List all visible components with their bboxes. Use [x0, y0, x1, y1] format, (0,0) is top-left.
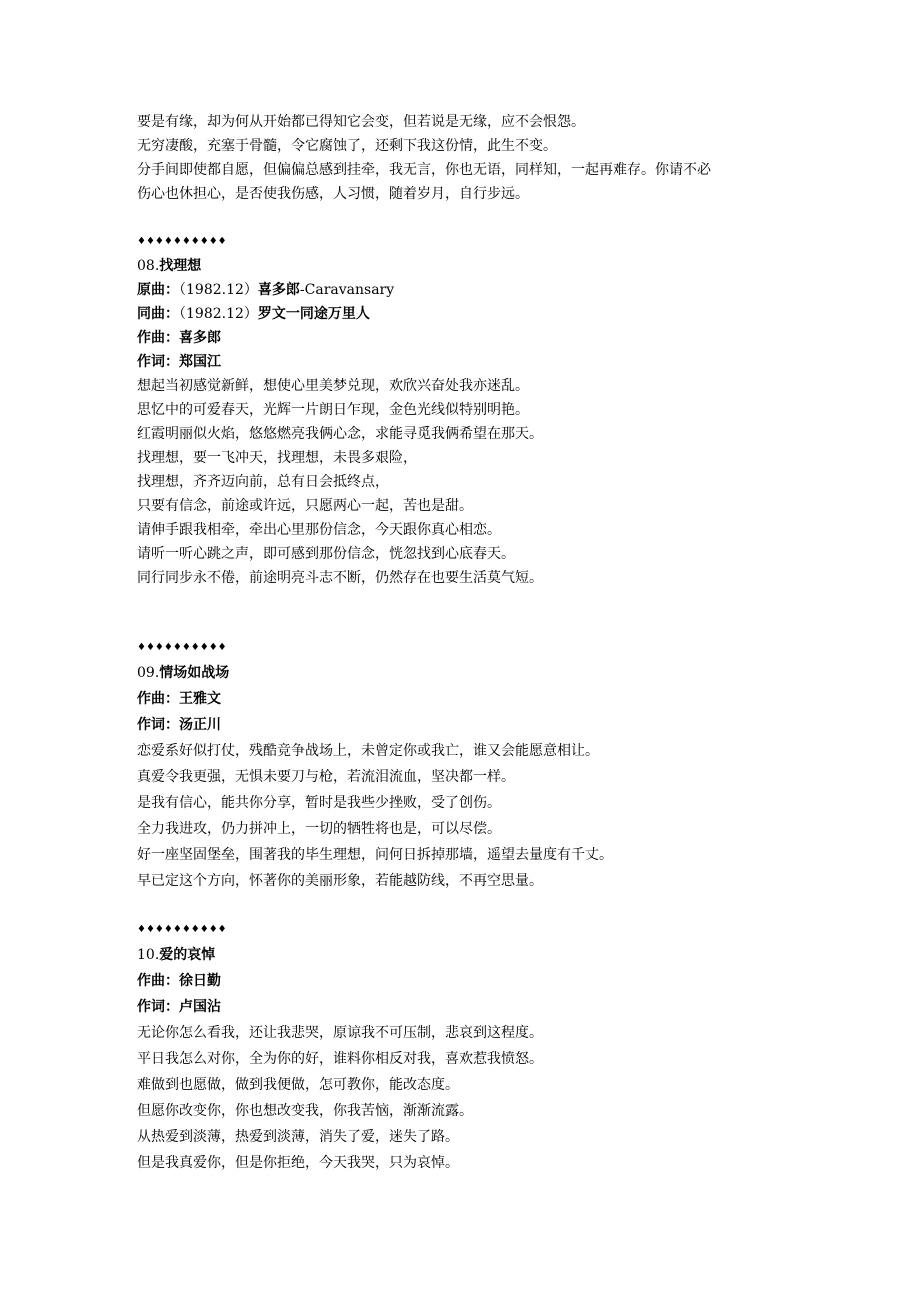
lyricist: [137, 994, 787, 1020]
song-lyrics: [137, 738, 787, 894]
lyric-line: 只要有信念，前途或许远，只愿两心一起，苦也是甜。: [137, 498, 473, 514]
lyric-line: 从热爱到淡薄，热爱到淡薄，消失了爱，迷失了路。: [137, 1129, 459, 1145]
composer-name: 王雅文: [179, 691, 221, 707]
original-song: [137, 278, 787, 302]
original-year: （1982.12）: [179, 282, 258, 298]
composer-label: 作曲：: [137, 973, 179, 989]
song-title: [137, 660, 787, 686]
song-lyrics: [137, 374, 787, 590]
lyric-line: 是我有信心，能共你分享，暂时是我些少挫败，受了创伤。: [137, 795, 501, 811]
composer: [137, 686, 787, 712]
lyric-line: 想起当初感觉新鲜，想使心里美梦兑现，欢欣兴奋处我亦迷乱。: [137, 378, 529, 394]
original-extra: -Caravansary: [299, 282, 395, 298]
intro-lyrics: [137, 110, 787, 206]
lyricist-label: 作词：: [137, 717, 179, 733]
lyric-line: 真爱令我更强，无惧未要刀与枪，若流泪流血，坚决都一样。: [137, 769, 515, 785]
song-09: [137, 636, 787, 894]
lyric-line: 早已定这个方向，怀著你的美丽形象，若能越防线，不再空思量。: [137, 873, 543, 889]
song-title: [137, 254, 787, 278]
diamond-separator: ♦♦♦♦♦♦♦♦♦♦: [137, 236, 227, 247]
lyric-line: 请伸手跟我相牵，牵出心里那份信念，今天跟你真心相恋。: [137, 522, 501, 538]
song-name: 爱的哀悼: [159, 947, 216, 963]
lyric-line: 同行同步永不倦，前途明亮斗志不断，仍然存在也要生活莫气短。: [137, 570, 543, 586]
same-label: 同曲：: [137, 306, 179, 322]
song-name: 情场如战场: [159, 665, 230, 681]
song-08: [137, 230, 787, 590]
same-name: 罗文一同途万里人: [257, 306, 370, 322]
lyric-line: 无论你怎么看我，还让我悲哭，原谅我不可压制，悲哀到这程度。: [137, 1025, 543, 1041]
lyric-line: 全力我进攻，仍力拼冲上，一切的牺牲将也是，可以尽偿。: [137, 821, 501, 837]
lyric-line: 红霞明丽似火焰，悠悠燃亮我俩心念，求能寻觅我俩希望在那天。: [137, 426, 543, 442]
lyricist-label: 作词：: [137, 999, 179, 1015]
lyric-line: 要是有缘，却为何从开始都已得知它会变，但若说是无缘，应不会恨怨。: [137, 114, 585, 130]
lyricist-label: 作词：: [137, 354, 179, 370]
lyricist-name: 卢国沾: [179, 999, 221, 1015]
lyric-line: 思忆中的可爱春天，光辉一片朗日乍现，金色光线似特别明艳。: [137, 402, 529, 418]
spacer: [137, 590, 787, 636]
lyric-line: 恋爱系好似打仗，残酷竞争战场上，未曾定你或我亡，谁又会能愿意相让。: [137, 743, 599, 759]
spacer: [137, 206, 787, 230]
lyric-line: 找理想，要一飞冲天，找理想，未畏多艰险，: [137, 450, 417, 466]
diamond-separator: ♦♦♦♦♦♦♦♦♦♦: [137, 642, 227, 653]
lyric-line: 找理想，齐齐迈向前，总有日会抵终点，: [137, 474, 389, 490]
lyric-line: 伤心也休担心，是否使我伤感，人习惯，随着岁月，自行步远。: [137, 186, 529, 202]
composer: [137, 968, 787, 994]
lyricist: [137, 712, 787, 738]
document-page: [137, 110, 787, 1176]
lyric-line: 但是我真爱你，但是你拒绝，今天我哭，只为哀悼。: [137, 1155, 459, 1171]
same-song: [137, 302, 787, 326]
song-title: [137, 942, 787, 968]
composer-name: 徐日勤: [179, 973, 221, 989]
lyric-line: 请听一听心跳之声，即可感到那份信念，恍忽找到心底春天。: [137, 546, 515, 562]
song-number: 09.: [137, 665, 160, 681]
spacer: [137, 894, 787, 918]
song-name: 找理想: [159, 258, 202, 274]
same-year: （1982.12）: [179, 306, 258, 322]
original-name: 喜多郎: [257, 282, 300, 298]
diamond-separator: ♦♦♦♦♦♦♦♦♦♦: [137, 924, 227, 935]
lyric-line: 分手间即使都自愿，但偏偏总感到挂牵，我无言，你也无语，同样知，一起再难存。你请不必: [137, 162, 711, 178]
lyric-line: 无穷凄酸，充塞于骨髓，令它腐蚀了，还剩下我这份情，此生不变。: [137, 138, 557, 154]
lyricist: [137, 350, 787, 374]
composer: [137, 326, 787, 350]
lyric-line: 平日我怎么对你，全为你的好，谁料你相反对我，喜欢惹我愤怒。: [137, 1051, 543, 1067]
lyric-line: 好一座坚固堡垒，围著我的毕生理想，问何日拆掉那墙，遥望去量度有千丈。: [137, 847, 613, 863]
lyricist-name: 郑国江: [179, 354, 221, 370]
song-10: [137, 918, 787, 1176]
song-number: 10.: [137, 947, 160, 963]
composer-label: 作曲：: [137, 330, 179, 346]
lyric-line: 但愿你改变你，你也想改变我，你我苦恼，渐渐流露。: [137, 1103, 473, 1119]
composer-name: 喜多郎: [179, 330, 221, 346]
composer-label: 作曲：: [137, 691, 179, 707]
original-label: 原曲：: [137, 282, 179, 298]
song-lyrics: [137, 1020, 787, 1176]
lyric-line: 难做到也愿做，做到我便做，怎可教你，能改态度。: [137, 1077, 459, 1093]
song-number: 08.: [137, 258, 160, 274]
lyricist-name: 汤正川: [179, 717, 221, 733]
